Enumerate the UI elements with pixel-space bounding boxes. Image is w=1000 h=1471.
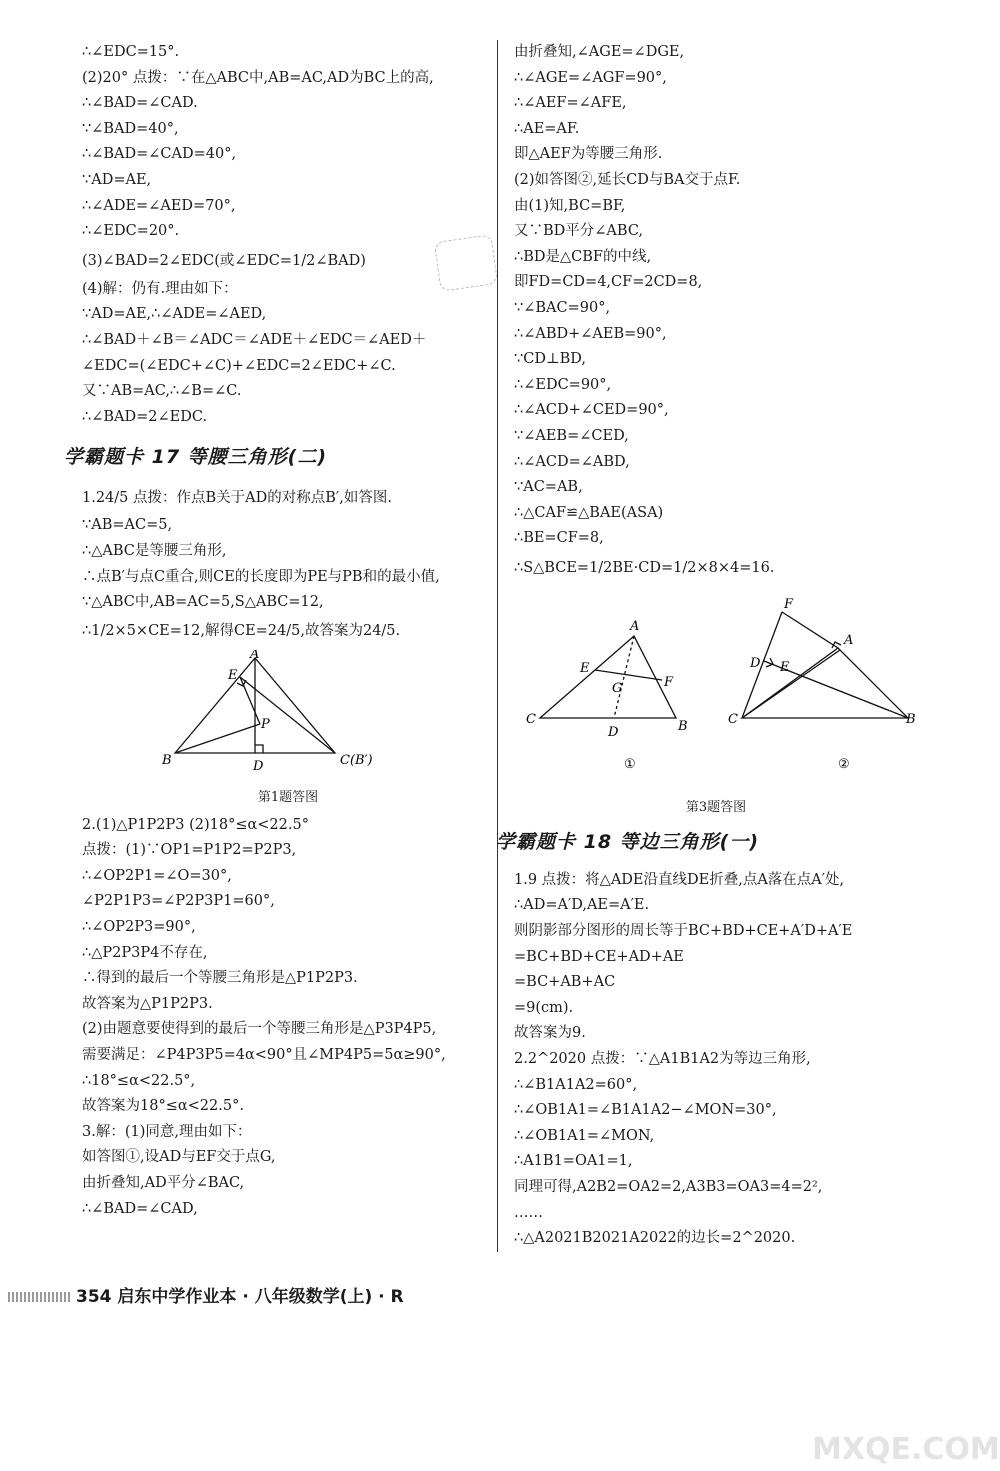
- text-line: 3.解：(1)同意,理由如下：: [82, 1123, 252, 1140]
- text-line: (2)如答图②,延长CD与BA交于点F.: [514, 171, 741, 188]
- text-line: ∴∠AGE=∠AGF=90°,: [514, 69, 667, 86]
- text-line: ∵AB=AC=5,: [82, 517, 173, 534]
- text-line: ∴∠EDC=20°.: [82, 223, 180, 240]
- text-line: 2.2^2020 点拨：∵△A1B1A2为等边三角形,: [514, 1051, 811, 1068]
- text-line: ∵△ABC中,AB=AC=5,S△ABC=12,: [82, 594, 324, 611]
- text-line: 即FD=CD=4,CF=2CD=8,: [514, 274, 703, 291]
- text-line: ∴∠OP2P1=∠O=30°,: [82, 867, 232, 884]
- text-line: 1.24/5 点拨：作点B关于AD的对称点B′,如答图.: [82, 490, 392, 507]
- text-line: ∠P2P1P3=∠P2P3P1=60°,: [82, 893, 275, 910]
- section-heading-17: 学霸题卡 17 等腰三角形(二): [64, 446, 328, 469]
- fig3b-label-E: E: [780, 659, 790, 675]
- text-line: ∴1/2×5×CE=12,解得CE=24/5,故答案为24/5.: [82, 622, 401, 639]
- fig3b-label-A: A: [844, 632, 854, 648]
- text-line: (4)解：仍有.理由如下：: [82, 280, 238, 297]
- text-line: =BC+BD+CE+AD+AE: [514, 948, 684, 965]
- text-line: (3)∠BAD=2∠EDC(或∠EDC=1/2∠BAD): [82, 252, 366, 269]
- text-line: ∴∠B1A1A2=60°,: [514, 1076, 638, 1093]
- figure-3-caption: 第3题答图: [685, 799, 747, 815]
- text-line: ∴∠ACD+∠CED=90°,: [514, 402, 669, 419]
- label-A: A: [250, 649, 260, 662]
- page-footer: [8, 1282, 404, 1307]
- footer-text: 354 启东中学作业本 · 八年级数学(上) · R: [76, 1287, 404, 1307]
- text-line: 同理可得,A2B2=OA2=2,A3B3=OA3=4=2²,: [514, 1179, 823, 1195]
- text-line: ∴点B′与点C重合,则CE的长度即为PE与PB和的最小值,: [82, 568, 440, 585]
- text-line: ∴得到的最后一个等腰三角形是△P1P2P3.: [82, 970, 358, 987]
- fig3b-label-C: C: [728, 711, 738, 727]
- text-line: 故答案为△P1P2P3.: [82, 995, 213, 1012]
- text-line: ∴∠ACD=∠ABD,: [514, 453, 630, 470]
- text-line: ∴∠BAD=∠CAD,: [82, 1200, 198, 1217]
- text-line: 则阴影部分图形的周长等于BC+BD+CE+A′D+A′E: [514, 923, 853, 940]
- text-line: ∴∠EDC=15°.: [82, 44, 180, 60]
- fig3a-label-E: E: [580, 660, 590, 676]
- text-line: ∴∠BAD=2∠EDC.: [82, 408, 208, 425]
- text-line: (2)由题意要使得到的最后一个等腰三角形是△P3P4P5,: [82, 1021, 437, 1038]
- text-line: ∴∠ABD+∠AEB=90°,: [514, 325, 667, 342]
- fig3a-label-B: B: [678, 718, 688, 734]
- fig3b-label-B: B: [906, 711, 916, 727]
- left-top-block: [82, 40, 494, 430]
- text-line: ∴∠BAD=∠CAD.: [82, 95, 198, 112]
- text-line: ∵CD⊥BD,: [514, 351, 586, 368]
- text-line: ∵AD=AE,: [82, 171, 152, 188]
- fig3a-sub-label: ①: [624, 756, 636, 772]
- left-column: [64, 40, 494, 1222]
- fig3a-label-D: D: [608, 724, 619, 740]
- label-B: B: [162, 752, 172, 768]
- text-line: 如答图①,设AD与EF交于点G,: [82, 1149, 276, 1166]
- text-line: ∴∠EDC=90°,: [514, 376, 612, 393]
- label-D: D: [253, 758, 264, 774]
- text-line: ∴∠AEF=∠AFE,: [514, 95, 627, 112]
- text-line: 1.9 点拨：将△ADE沿直线DE折叠,点A落在点A′处,: [514, 871, 845, 888]
- text-line: =9(cm).: [514, 999, 574, 1016]
- text-line: (2)20° 点拨：∵在△ABC中,AB=AC,AD为BC上的高,: [82, 69, 434, 86]
- right-bottom-block: [514, 868, 918, 1252]
- figure-3: [514, 588, 918, 815]
- right-column: [496, 40, 918, 1252]
- text-line: ∵∠BAD=40°,: [82, 120, 179, 137]
- fig3a-label-A: A: [630, 618, 640, 634]
- text-line: =BC+AB+AC: [514, 974, 616, 991]
- text-line: ∴△CAF≌△BAE(ASA): [514, 504, 664, 521]
- column-divider: [497, 40, 498, 1252]
- text-line: ∴18°≤α<22.5°,: [82, 1072, 196, 1089]
- text-line: ∴∠BAD＋∠B＝∠ADC＝∠ADE＋∠EDC＝∠AED＋: [82, 331, 427, 348]
- text-line: 又∵AB=AC,∴∠B=∠C.: [82, 383, 242, 400]
- text-line: ∴∠OP2P3=90°,: [82, 919, 196, 936]
- figure-1-drawing: [82, 650, 494, 778]
- text-line: 2.(1)△P1P2P3 (2)18°≤α<22.5°: [82, 816, 309, 833]
- figure-1-caption: 第1题答图: [257, 789, 319, 805]
- text-line: 由(1)知,BC=BF,: [514, 197, 626, 214]
- fig3b-label-D: D: [750, 655, 761, 671]
- text-line: ∴△A2021B2021A2022的边长=2^2020.: [514, 1230, 796, 1247]
- text-line: ∴∠ADE=∠AED=70°,: [82, 197, 236, 214]
- text-line: ∴△P2P3P4不存在,: [82, 944, 208, 961]
- left-bottom-block: [82, 813, 494, 1223]
- fig3b-label-F: F: [784, 596, 794, 612]
- text-line: ∴△ABC是等腰三角形,: [82, 542, 227, 559]
- watermark-logo: MXQE.COM: [812, 1432, 1000, 1467]
- text-line: 点拨：(1)∵OP1=P1P2=P2P3,: [82, 842, 297, 859]
- figure-3-drawing: [514, 588, 918, 788]
- left-mid-block: [82, 483, 494, 645]
- text-line: ∴∠OB1A1=∠B1A1A2−∠MON=30°,: [514, 1102, 777, 1119]
- text-line: ∴A1B1=OA1=1,: [514, 1153, 633, 1170]
- fig3a-label-C: C: [526, 711, 536, 727]
- text-line: ∴BE=CF=8,: [514, 530, 604, 547]
- fig3b-sub-label: ②: [838, 756, 850, 772]
- text-line: ∴AE=AF.: [514, 120, 580, 137]
- text-line: 需要满足：∠P4P3P5=4α<90°且∠MP4P5=5α≥90°,: [82, 1047, 446, 1064]
- text-line: ∵AD=AE,∴∠ADE=∠AED,: [82, 306, 267, 323]
- text-line: ∴∠BAD=∠CAD=40°,: [82, 146, 237, 163]
- footer-pattern-bar: [8, 1292, 70, 1302]
- right-top-block: [514, 40, 918, 584]
- text-line: 又∵BD平分∠ABC,: [514, 223, 644, 240]
- text-line: ∵AC=AB,: [514, 479, 583, 496]
- text-line: ∠EDC=(∠EDC+∠C)+∠EDC=2∠EDC+∠C.: [82, 357, 396, 374]
- text-line: ∴AD=A′D,AE=A′E.: [514, 897, 650, 914]
- text-line: ∴S△BCE=1/2BE·CD=1/2×8×4=16.: [514, 559, 775, 576]
- label-E: E: [228, 667, 238, 683]
- fig3a-label-F: F: [664, 674, 674, 690]
- label-P: P: [261, 716, 270, 732]
- text-line: 即△AEF为等腰三角形.: [514, 146, 663, 163]
- figure-1: [82, 650, 494, 805]
- text-line: 由折叠知,AD平分∠BAC,: [82, 1175, 245, 1191]
- text-line: ∵∠AEB=∠CED,: [514, 427, 629, 444]
- section-heading-18: 学霸题卡 18 等边三角形(一): [496, 830, 760, 853]
- fig3a-label-G: G: [612, 680, 623, 696]
- text-line: 故答案为9.: [514, 1025, 586, 1042]
- text-line: 故答案为18°≤α<22.5°.: [82, 1098, 244, 1115]
- text-line: ∴∠OB1A1=∠MON,: [514, 1127, 655, 1144]
- text-line: ……: [514, 1204, 543, 1221]
- text-line: ∴BD是△CBF的中线,: [514, 248, 652, 265]
- text-line: 由折叠知,∠AGE=∠DGE,: [514, 44, 685, 60]
- label-C-B-prime: C(B′): [340, 752, 373, 768]
- text-line: ∵∠BAC=90°,: [514, 299, 611, 316]
